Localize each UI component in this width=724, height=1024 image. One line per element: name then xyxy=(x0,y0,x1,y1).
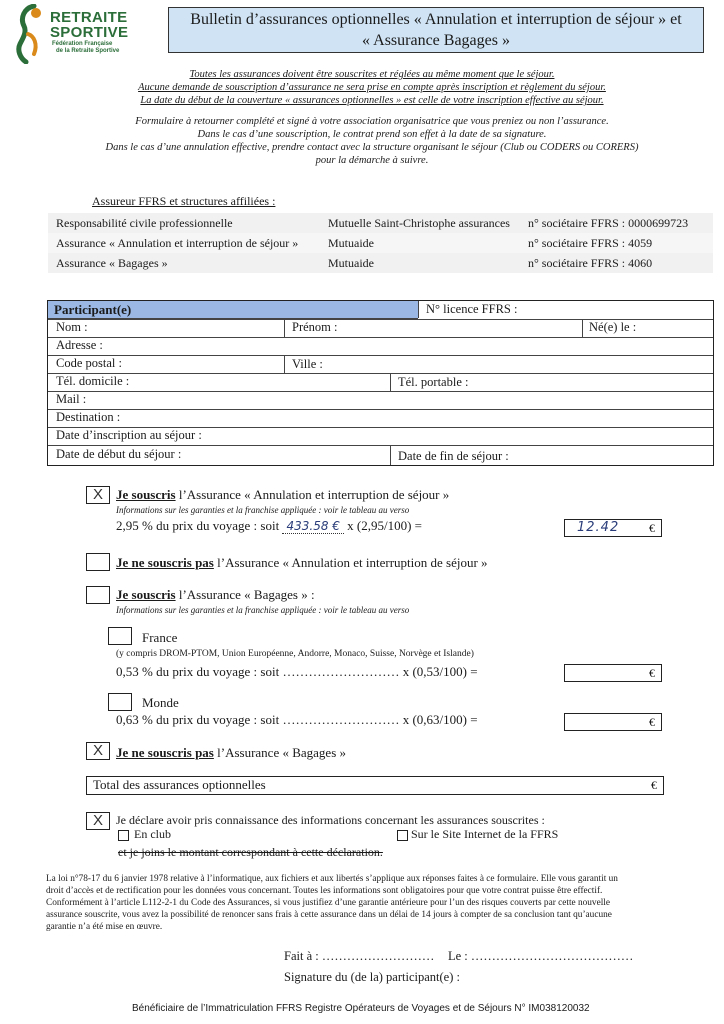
option-in-club: En club xyxy=(134,827,171,841)
total-row xyxy=(86,776,664,795)
option-baggage-subscribe xyxy=(116,587,315,603)
checkbox-in-club[interactable] xyxy=(118,830,129,841)
option-text: l’Assurance « Annulation et interruption de séjour » xyxy=(213,555,488,570)
france-result-box[interactable] xyxy=(564,664,662,682)
checkbox-cancellation-decline[interactable] xyxy=(86,553,110,571)
insurer-number: n° sociétaire FFRS : 4059 xyxy=(528,236,653,250)
date-field[interactable]: Le : ………………………………… xyxy=(448,949,634,963)
page-title xyxy=(168,7,704,53)
address-field[interactable]: Adresse : xyxy=(56,338,103,352)
option-text: l’Assurance « Bagages » : xyxy=(175,587,315,602)
option-bold: Je souscris xyxy=(116,487,176,502)
checkbox-cancellation-subscribe[interactable]: X xyxy=(86,486,110,504)
table-row xyxy=(48,253,713,273)
struck-text: et je joins le montant correspondant à cette déclaration. xyxy=(118,845,383,859)
registration-date-field[interactable]: Date d’inscription au séjour : xyxy=(56,428,202,442)
insurer-name: Mutuaide xyxy=(328,256,374,270)
france-detail: (y compris DROM-PTOM, Union Européenne, Andorre, Monaco, Suisse, Norvège et Islande) xyxy=(116,649,474,659)
participant-header-label: Participant(e) xyxy=(54,302,132,317)
insurers-heading: Assureur FFRS et structures affiliées : xyxy=(92,194,276,208)
total-label: Total des assurances optionnelles xyxy=(93,777,266,792)
title-line2: « Assurance Bagages » xyxy=(362,32,510,49)
checkbox-declaration[interactable]: X xyxy=(86,812,110,830)
notice-line: Aucune demande de souscription d’assurance ne sera prise en compte après inscription et règlement du séjour. xyxy=(138,82,606,93)
option-website: Sur le Site Internet de la FFRS xyxy=(411,827,559,841)
legal-line: Conformément à l’article L112-2-1 du Code des Assurances, si vous justifiez d’une garantie antérieure pour l’un des risques couverts par cette nouvelle xyxy=(46,898,611,908)
signature-label: Signature du (de la) participant(e) : xyxy=(284,970,460,984)
notice-line: pour la démarche à suivre. xyxy=(315,155,429,166)
insurers-table xyxy=(48,213,713,273)
insurer-number: n° sociétaire FFRS : 4060 xyxy=(528,256,653,270)
insurer-name: Mutuaide xyxy=(328,236,374,250)
handwritten-result: 12.42 xyxy=(577,520,620,535)
declaration-text: Je déclare avoir pris connaissance des informations concernant les assurances souscrites : xyxy=(116,813,545,827)
option-text: l’Assurance « Annulation et interruption de séjour » xyxy=(175,487,450,502)
legal-line: assurance souscrite, vous avez la possibilité de renoncer sans frais à cette assurance dans un délai de 14 jours à compter de sa conclusion tant qu’aucune xyxy=(46,910,612,920)
option-bold: Je souscris xyxy=(116,587,176,602)
legal-line: garantie n’a été mise en œuvre. xyxy=(46,922,163,932)
euro-symbol: € xyxy=(649,666,655,680)
notice-line: Formulaire à retourner complété et signé à votre association organisatrice que vous preniez ou non l’assurance. xyxy=(135,116,609,127)
logo-figure-icon xyxy=(14,4,48,64)
legal-line: La loi n°78-17 du 6 janvier 1978 relative à l’informatique, aux fichiers et aux libertés s’applique aux réponses faites à ce formulaire. Elle vous garantit un xyxy=(46,874,618,884)
nom-field[interactable]: Nom : xyxy=(56,320,88,334)
legal-text xyxy=(46,873,706,933)
notice-line: La date du début de la couverture « assurances optionnelles » est celle de votre inscription effective au séjour. xyxy=(140,95,604,106)
france-calc: 0,53 % du prix du voyage : soit ……………………… x (0,53/100) = xyxy=(116,664,478,679)
checkbox-baggage-subscribe[interactable] xyxy=(86,586,110,604)
france-label: France xyxy=(142,630,178,645)
cancellation-calc xyxy=(116,518,422,534)
destination-field[interactable]: Destination : xyxy=(56,410,121,424)
checkbox-world[interactable] xyxy=(108,693,132,711)
notice-block xyxy=(40,68,704,167)
table-row xyxy=(48,213,713,233)
logo xyxy=(14,4,134,66)
home-phone-field[interactable]: Tél. domicile : xyxy=(56,374,130,388)
place-field[interactable]: Fait à : ……………………… xyxy=(284,949,435,963)
participant-header xyxy=(48,301,418,319)
prenom-field[interactable]: Prénom : xyxy=(292,320,338,334)
checkbox-france[interactable] xyxy=(108,627,132,645)
insurer-number: n° sociétaire FFRS : 0000699723 xyxy=(528,216,689,230)
end-date-field[interactable]: Date de fin de séjour : xyxy=(398,449,509,463)
option-bold: Je ne souscris pas xyxy=(116,745,214,760)
checkbox-website[interactable] xyxy=(397,830,408,841)
insurer-type: Assurance « Bagages » xyxy=(56,256,168,270)
world-label: Monde xyxy=(142,695,179,710)
insurer-name: Mutuelle Saint-Christophe assurances xyxy=(328,216,510,230)
mail-field[interactable]: Mail : xyxy=(56,392,87,406)
postal-code-field[interactable]: Code postal : xyxy=(56,356,122,370)
birthdate-field[interactable]: Né(e) le : xyxy=(589,320,637,334)
notice-line: Toutes les assurances doivent être souscrites et réglées au même moment que le séjour. xyxy=(189,69,555,80)
world-calc: 0,63 % du prix du voyage : soit ……………………… x (0,63/100) = xyxy=(116,712,478,727)
mobile-phone-field[interactable]: Tél. portable : xyxy=(398,375,469,389)
participant-form xyxy=(47,300,714,466)
checkbox-baggage-decline[interactable]: X xyxy=(86,742,110,760)
legal-line: droit d’accès et de rectification pour les données vous concernant. Toutes les informations sont obligatoires pour que votre contrat puisse être effectif. xyxy=(46,886,603,896)
option-cancellation-subscribe xyxy=(116,487,449,503)
option-baggage-decline xyxy=(116,745,346,761)
notice-line: Dans le cas d’une annulation effective, prendre contact avec la structure organisant le séjour (Club ou CODERS ou CORERS) xyxy=(105,142,639,153)
calc-post: x (2,95/100) = xyxy=(343,518,423,533)
insurer-type: Assurance « Annulation et interruption de séjour » xyxy=(56,236,299,250)
licence-label: N° licence FFRS : xyxy=(426,302,518,316)
euro-symbol: € xyxy=(649,715,655,729)
euro-symbol: € xyxy=(649,521,655,535)
logo-sub2: de la Retraite Sportive xyxy=(56,48,120,54)
option-text: l’Assurance « Bagages » xyxy=(213,745,347,760)
title-line1: Bulletin d’assurances optionnelles « Annulation et interruption de séjour » et xyxy=(190,11,682,28)
option-info: Informations sur les garanties et la franchise appliquée : voir le tableau au verso xyxy=(116,605,410,615)
city-field[interactable]: Ville : xyxy=(292,357,323,371)
euro-symbol: € xyxy=(651,778,657,792)
logo-line2: SPORTIVE xyxy=(50,24,129,41)
start-date-field[interactable]: Date de début du séjour : xyxy=(56,447,182,461)
logo-line1: RETRAITE xyxy=(50,9,128,26)
option-info: Informations sur les garanties et la franchise appliquée : voir le tableau au verso xyxy=(116,505,410,515)
option-cancellation-decline xyxy=(116,555,488,571)
world-result-box[interactable] xyxy=(564,713,662,731)
option-bold: Je ne souscris pas xyxy=(116,555,214,570)
table-row xyxy=(48,233,713,253)
notice-line: Dans le cas d’une souscription, le contrat prend son effet à la date de sa signature. xyxy=(197,129,547,140)
insurer-type: Responsabilité civile professionnelle xyxy=(56,216,233,230)
calc-pre: 2,95 % du prix du voyage : soit xyxy=(116,518,283,533)
footer: Bénéficiaire de l’Immatriculation FFRS Registre Opérateurs de Voyages et de Séjours N° IM038120032 xyxy=(132,1003,590,1014)
cancellation-result-box[interactable] xyxy=(564,519,662,537)
logo-sub1: Fédération Française xyxy=(52,41,113,47)
handwritten-price[interactable]: 433.58 € xyxy=(282,519,343,534)
